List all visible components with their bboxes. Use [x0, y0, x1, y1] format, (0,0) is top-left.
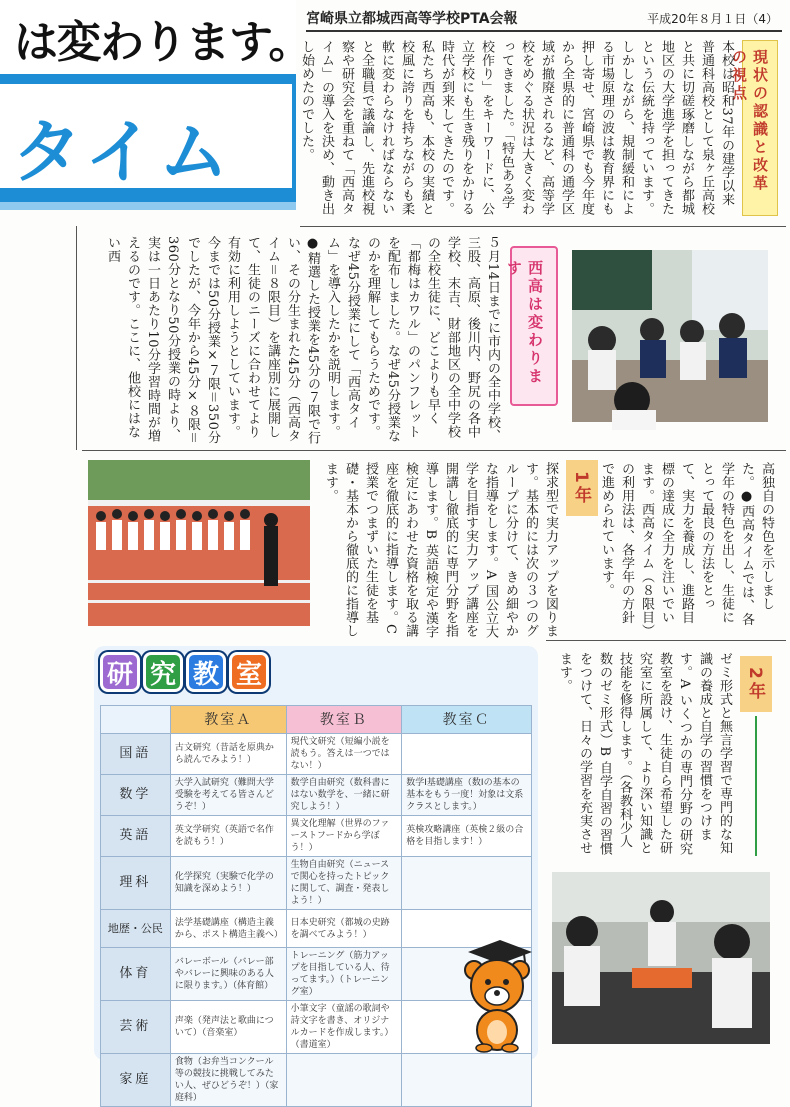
divider-top [300, 226, 786, 227]
course-a: 食物（お弁当コンクール等の競技に挑戦してみたい人、ぜひどうぞ！）（家庭科） [170, 1054, 286, 1107]
headline-box [0, 0, 312, 74]
course-a: 法学基礎講座（構造主義から、ポスト構造主義へ） [170, 910, 286, 948]
course-b: トレーニング（筋力アップを目指している人、待ってます。）（トレーニング室） [286, 948, 402, 1001]
course-b: 数学自由研究（数科書にはない数学を、一緒に研究しよう！） [286, 775, 402, 816]
section-mid-body: ５月14日までに市内の全中学校、三股、高原、後川内、野尻の各中学校、末吉、財部地区の全中学校の全校生徒に、どこよりも早く「都梅はカワル」のパンフレットを配布しました。なぜ45分授業なのかを理解してもらうためです。なぜ45分授業にして「西高タイム」を導入したかを説明します。●精選した授業を45分の７限で行い、その分生まれた45分（西高タイム＝８限目）を講座別に展開して、生徒のニーズに合わせてより有効に利用しようとしています。今までは50分授業×７限＝350分でしたが、今年から45分×８限＝360分となり50分授業の時より、実は一日あたり10分学習時間が増えるのです。ここに、他校にはない西 [105, 236, 500, 445]
course-a: 古文研究（昔話を原典から読んでみよう！） [170, 734, 286, 775]
section-top-body: 本校は昭和37年の建学以来普通科高校として泉ヶ丘高校と共に切磋琢磨しながら都城地区の大学進学を担ってきたという伝統を持っています。しかしながら、規制緩和による市場原理の波は教育界にも押し寄せ、宮崎県でも今年度から全県的に普通科の通学区域が撤廃されるなど、高等学校をめぐる状況は大きく変わってきました。「特色ある学校作り」をキーワードに、公立学校にも生き残りをかける時代が到来してきたのです。私たち西高も、本校の実績と校風に誇りを持ちながらも柔軟に変わらなければならないと全職員で議論し、先進校視察や研究会を重ねて「西高タイム」の導入を決め、動き出し始めたのでした。 [299, 40, 734, 216]
subject-label: 国語 [101, 734, 171, 775]
divider-mid [82, 450, 786, 451]
column-header-a: 教室Ａ [170, 706, 286, 734]
sports-day-photo [88, 460, 310, 626]
subject-label: 芸術 [101, 1001, 171, 1054]
table-header-row [101, 706, 532, 734]
year1-label: 1年 [566, 460, 598, 516]
course-c: 英検攻略講座（英検２級の合格を目指します！） [402, 816, 532, 857]
subject-label: 数学 [101, 775, 171, 816]
section-heading-current-state: 現状の認識と改革の視点 [742, 40, 778, 216]
course-c: 数学Ⅰ基礎講座（数Ⅰの基本の基本をもう一度！対象は文系クラスとします。） [402, 775, 532, 816]
study-room-title [100, 652, 269, 698]
section-lower-body: 高独自の特色を示しました。●西高タイムでは、各学年の特色を出し、生徒にとって最良の方法をとって、実力を養成し、進路目標の達成に全力を注いでいます。西高タイム（８限目）の利用法は、各学年の方針で進められています。 [599, 462, 774, 631]
page-title: タイム [12, 111, 233, 193]
column-header-b: 教室Ｂ [286, 706, 402, 734]
course-b: 異文化理解（世界のファーストフードから学ぼう！） [286, 816, 402, 857]
classroom-photo [572, 250, 768, 422]
study-title-char: 室 [229, 652, 269, 692]
course-b: 生物自由研究（ニュースで関心を持ったトピックに関して、調査・発表しよう！） [286, 857, 402, 910]
table-row [101, 734, 532, 775]
column-header-c: 教室Ｃ [402, 706, 532, 734]
year2-body: ゼミ形式と無言学習で専門的な知識の養成と自学の習慣をつけます。A いくつかの専門分野の研究教室を設け、生徒自ら希望した研究室に所属して、より深い知識と技能を修得します。（各教科少人数のゼミ形式）B 自学自習の習慣をつけて、日々の学習を充実させます。 [557, 652, 732, 856]
course-b: 小筆文字（童謡の歌詞や詩文字を書き、オリジナルカードを作成します。）（書道室） [286, 1001, 402, 1054]
masthead [306, 4, 782, 32]
study-title-char: 究 [143, 652, 183, 692]
study-title-char: 教 [186, 652, 226, 692]
table-row [101, 775, 532, 816]
course-b [286, 1054, 402, 1107]
subject-label: 地歴・公民 [101, 910, 171, 948]
course-c [402, 857, 532, 910]
table-row [101, 857, 532, 910]
divider-lower [546, 640, 786, 641]
subject-label: 家庭 [101, 1054, 171, 1107]
subject-label: 体育 [101, 948, 171, 1001]
headline: は変わります。 [14, 17, 312, 68]
course-a: 大学入試研究（難問大学受験を考えてる皆さんどうぞ！） [170, 775, 286, 816]
masthead-org: 宮崎県立都城西高等学校PTA会報 [306, 11, 518, 27]
course-c [402, 734, 532, 775]
course-a: 化学探究（実験で化学の知識を深めよう！） [170, 857, 286, 910]
year2-label: 2年 [740, 656, 772, 712]
masthead-date: 平成20年８月１日（4） [647, 12, 778, 26]
year1-body: 探求型で実力アップを図ります。基本的には次の３つのグループに分けて、きめ細やかな指導をします。A 国公立大学を目指す実力アップ講座を開講し徹底的に専門分野を指導します。B 英語検定や漢字検定にあわせた資格を取る講座を徹底的に指導します。C 授業でつまずいた生徒を基礎・基本から徹底的に指導します。 [323, 462, 558, 639]
year2-dotted-line [755, 716, 757, 856]
table-row [101, 1054, 532, 1107]
bear-mascot-icon [460, 936, 534, 1052]
course-a: バレーボール（バレー部やバレーに興味のある人に限ります。）（体育館） [170, 948, 286, 1001]
course-a: 英文学研究（英語で名作を読もう！） [170, 816, 286, 857]
table-row [101, 816, 532, 857]
subject-label: 理科 [101, 857, 171, 910]
divider-left [76, 226, 77, 450]
course-a: 声楽（発声法と歌曲について）（音楽室） [170, 1001, 286, 1054]
subject-label: 英語 [101, 816, 171, 857]
course-b: 現代文研究（短編小説を読もう。答えは一つではない！） [286, 734, 402, 775]
course-b: 日本史研究（都城の史跡を調べてみよう！） [286, 910, 402, 948]
study-title-char: 研 [100, 652, 140, 692]
lab-photo [552, 872, 770, 1044]
section-heading-changes: 西高は変わります [510, 246, 558, 406]
table-corner [101, 706, 171, 734]
course-c [402, 1054, 532, 1107]
